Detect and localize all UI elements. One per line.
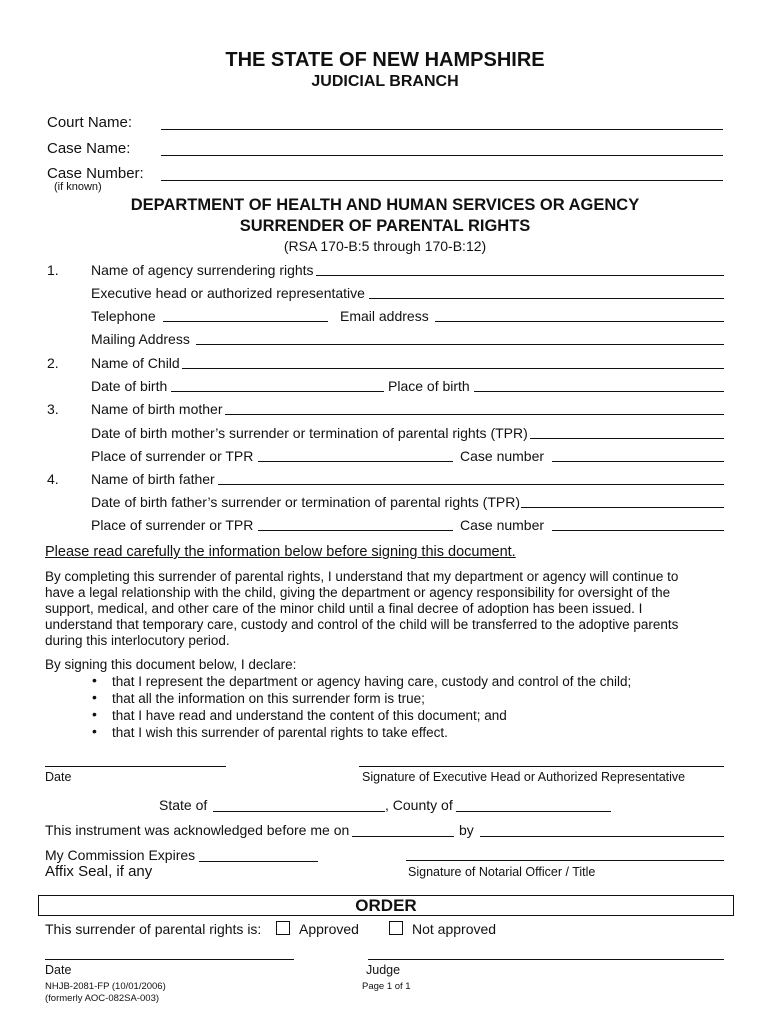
mother-case-number-label: Case number — [460, 448, 545, 464]
agency-name-label: Name of agency surrendering rights — [91, 262, 314, 278]
exec-head-field[interactable] — [369, 298, 724, 299]
notice-paragraph-line: support, medical, and other care of the minor child until a final decree of adoption has been issued. I — [45, 601, 643, 616]
acknowledged-by-field[interactable] — [480, 836, 724, 837]
father-case-number-field[interactable] — [552, 530, 724, 531]
case-name-field[interactable] — [161, 155, 723, 156]
child-dob-label: Date of birth — [91, 378, 168, 394]
acknowledged-label: This instrument was acknowledged before me on — [45, 822, 350, 838]
mailing-address-field[interactable] — [196, 344, 724, 345]
father-tpr-place-field[interactable] — [258, 530, 453, 531]
email-label: Email address — [340, 308, 429, 324]
declaration-item: that I wish this surrender of parental rights to take effect. — [112, 725, 448, 740]
father-tpr-date-field[interactable] — [521, 507, 724, 508]
child-name-field[interactable] — [182, 368, 724, 369]
notice-heading: Please read carefully the information below before signing this document. — [45, 544, 516, 560]
exec-head-label: Executive head or authorized representative — [91, 285, 365, 301]
telephone-label: Telephone — [91, 308, 156, 324]
order-date-line[interactable] — [45, 959, 294, 960]
state-of-field[interactable] — [213, 811, 385, 812]
county-of-field[interactable] — [456, 811, 611, 812]
mother-case-number-field[interactable] — [552, 461, 724, 462]
father-name-label: Name of birth father — [91, 471, 215, 487]
not-approved-label: Not approved — [412, 921, 497, 937]
approved-checkbox[interactable] — [276, 921, 290, 935]
court-name-field[interactable] — [161, 129, 723, 130]
by-label: by — [459, 822, 474, 838]
mother-name-label: Name of birth mother — [91, 401, 223, 417]
form-id: NHJB-2081-FP (10/01/2006) — [45, 981, 166, 992]
order-statement: This surrender of parental rights is: — [45, 921, 262, 937]
mother-name-field[interactable] — [225, 414, 724, 415]
state-title: THE STATE OF NEW HAMPSHIRE — [225, 49, 545, 71]
declare-intro: By signing this document below, I declare: — [45, 657, 297, 672]
commission-field[interactable] — [199, 861, 318, 862]
agency-name-field[interactable] — [316, 275, 724, 276]
declaration-item: that I have read and understand the content of this document; and — [112, 708, 507, 723]
exec-signature-label: Signature of Executive Head or Authorized Representative — [362, 770, 686, 784]
bullet-icon: • — [92, 706, 97, 722]
acknowledged-date-field[interactable] — [352, 836, 454, 837]
case-number-field[interactable] — [161, 180, 723, 181]
court-name-label: Court Name: — [47, 114, 133, 131]
notice-paragraph-line: understand that temporary care, custody and control of the child will be transferred to the adoptive parents — [45, 617, 679, 632]
father-tpr-date-label: Date of birth father’s surrender or termination of parental rights (TPR) — [91, 494, 521, 510]
section-1-number: 1. — [47, 262, 59, 278]
county-of-label: , County of — [385, 797, 453, 813]
bullet-icon: • — [92, 723, 97, 739]
order-date-label: Date — [45, 963, 72, 977]
mother-tpr-date-label: Date of birth mother’s surrender or termination of parental rights (TPR) — [91, 425, 528, 441]
formerly-id: (formerly AOC-082SA-003) — [45, 993, 160, 1004]
exec-signature-line[interactable] — [359, 766, 724, 767]
notice-paragraph-line: have a legal relationship with the child, giving the department or agency responsibility for oversight of the — [45, 585, 671, 600]
father-case-number-label: Case number — [460, 517, 545, 533]
approved-label: Approved — [299, 921, 359, 937]
notice-paragraph-line: during this interlocutory period. — [45, 633, 230, 648]
mother-tpr-date-field[interactable] — [530, 438, 724, 439]
commission-label: My Commission Expires — [45, 847, 196, 863]
bullet-icon: • — [92, 672, 97, 688]
state-of-label: State of — [159, 797, 208, 813]
section-3-number: 3. — [47, 401, 59, 417]
mother-tpr-place-label: Place of surrender or TPR — [91, 448, 254, 464]
telephone-field[interactable] — [163, 321, 328, 322]
date-signature-line[interactable] — [45, 766, 226, 767]
section-4-number: 4. — [47, 471, 59, 487]
bullet-icon: • — [92, 689, 97, 705]
rsa-reference: (RSA 170-B:5 through 170-B:12) — [283, 238, 487, 254]
declaration-item: that all the information on this surrender form is true; — [112, 691, 425, 706]
child-pob-label: Place of birth — [388, 378, 470, 394]
notary-signature-label: Signature of Notarial Officer / Title — [408, 865, 596, 879]
child-dob-field[interactable] — [171, 391, 384, 392]
child-pob-field[interactable] — [474, 391, 724, 392]
date-label: Date — [45, 770, 72, 784]
father-tpr-place-label: Place of surrender or TPR — [91, 517, 254, 533]
mother-tpr-place-field[interactable] — [258, 461, 453, 462]
judge-signature-line[interactable] — [368, 959, 724, 960]
if-known-note: (if known) — [54, 181, 102, 193]
form-title-line1: DEPARTMENT OF HEALTH AND HUMAN SERVICES OR AGENCY — [130, 196, 640, 214]
order-heading: ORDER — [355, 896, 417, 915]
notice-paragraph-line: By completing this surrender of parental rights, I understand that my department or agency will continue to — [45, 569, 679, 584]
case-number-label: Case Number: — [47, 165, 144, 182]
page-number: Page 1 of 1 — [362, 981, 411, 992]
email-field[interactable] — [435, 321, 724, 322]
form-title-line2: SURRENDER OF PARENTAL RIGHTS — [239, 217, 531, 235]
notary-signature-line[interactable] — [406, 860, 724, 861]
case-name-label: Case Name: — [47, 140, 131, 157]
mailing-address-label: Mailing Address — [91, 331, 190, 347]
declaration-item: that I represent the department or agency having care, custody and control of the child; — [112, 674, 632, 689]
judge-label: Judge — [366, 963, 401, 977]
father-name-field[interactable] — [218, 484, 724, 485]
branch-title: JUDICIAL BRANCH — [311, 73, 459, 90]
child-name-label: Name of Child — [91, 355, 180, 371]
section-2-number: 2. — [47, 355, 59, 371]
not-approved-checkbox[interactable] — [389, 921, 403, 935]
affix-seal-label: Affix Seal, if any — [45, 863, 153, 880]
